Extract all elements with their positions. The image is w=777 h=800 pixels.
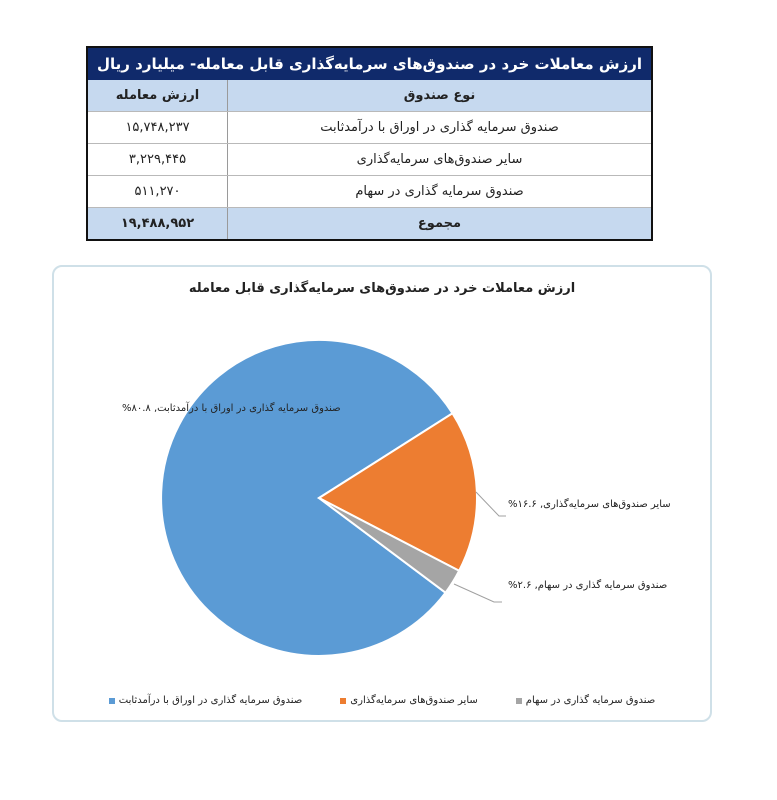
pie-chart <box>54 267 710 720</box>
trade-value-cell: ۱۵,۷۴۸,۲۳۷ <box>125 120 190 135</box>
fund-type-cell: صندوق سرمایه گذاری در سهام <box>227 176 651 207</box>
fund-type-cell: سایر صندوق‌های سرمایه‌گذاری <box>227 144 651 175</box>
trade-value-cell: ۳,۲۲۹,۴۴۵ <box>128 152 187 167</box>
table-total-row <box>88 207 651 239</box>
label-fixed-income: صندوق سرمایه گذاری در اوراق با درآمدثابت, ۸۰.۸% <box>122 403 341 414</box>
leader-line-equity <box>454 584 502 602</box>
total-label: مجموع <box>227 208 651 239</box>
label-equity: صندوق سرمایه گذاری در سهام, ۲.۶% <box>508 580 668 591</box>
pie-chart-container <box>52 265 712 722</box>
fund-type-cell: صندوق سرمایه گذاری در اوراق با درآمدثابت <box>227 112 651 143</box>
legend-item-equity <box>516 695 655 706</box>
leader-line-other <box>476 492 506 516</box>
legend-label: صندوق سرمایه گذاری در اوراق با درآمدثابت <box>118 695 303 706</box>
legend-swatch-icon <box>516 698 522 704</box>
header-fund-type: نوع صندوق <box>227 80 651 111</box>
table-title: ارزش معاملات خرد در صندوق‌های سرمایه‌گذاری قابل معامله- میلیارد ریال <box>88 48 651 80</box>
legend-item-fixed-income <box>109 695 303 706</box>
legend-label: صندوق سرمایه گذاری در سهام <box>525 695 656 706</box>
header-trade-value: ارزش معامله <box>115 88 200 103</box>
table-row <box>88 175 651 207</box>
table-header-row <box>88 80 651 111</box>
chart-legend <box>54 695 710 706</box>
chart-title: ارزش معاملات خرد در صندوق‌های سرمایه‌گذاری قابل معامله <box>188 281 576 296</box>
retail-trades-table <box>86 46 653 241</box>
legend-swatch-icon <box>340 698 346 704</box>
legend-label: سایر صندوق‌های سرمایه‌گذاری <box>350 695 478 706</box>
label-other-funds: سایر صندوق‌های سرمایه‌گذاری, ۱۶.۶% <box>508 499 671 510</box>
total-value: ۱۹,۴۸۸,۹۵۲ <box>120 216 195 231</box>
legend-item-other-funds <box>340 695 477 706</box>
table-row <box>88 143 651 175</box>
table-row <box>88 111 651 143</box>
legend-swatch-icon <box>109 698 115 704</box>
trade-value-cell: ۵۱۱,۲۷۰ <box>134 184 181 199</box>
